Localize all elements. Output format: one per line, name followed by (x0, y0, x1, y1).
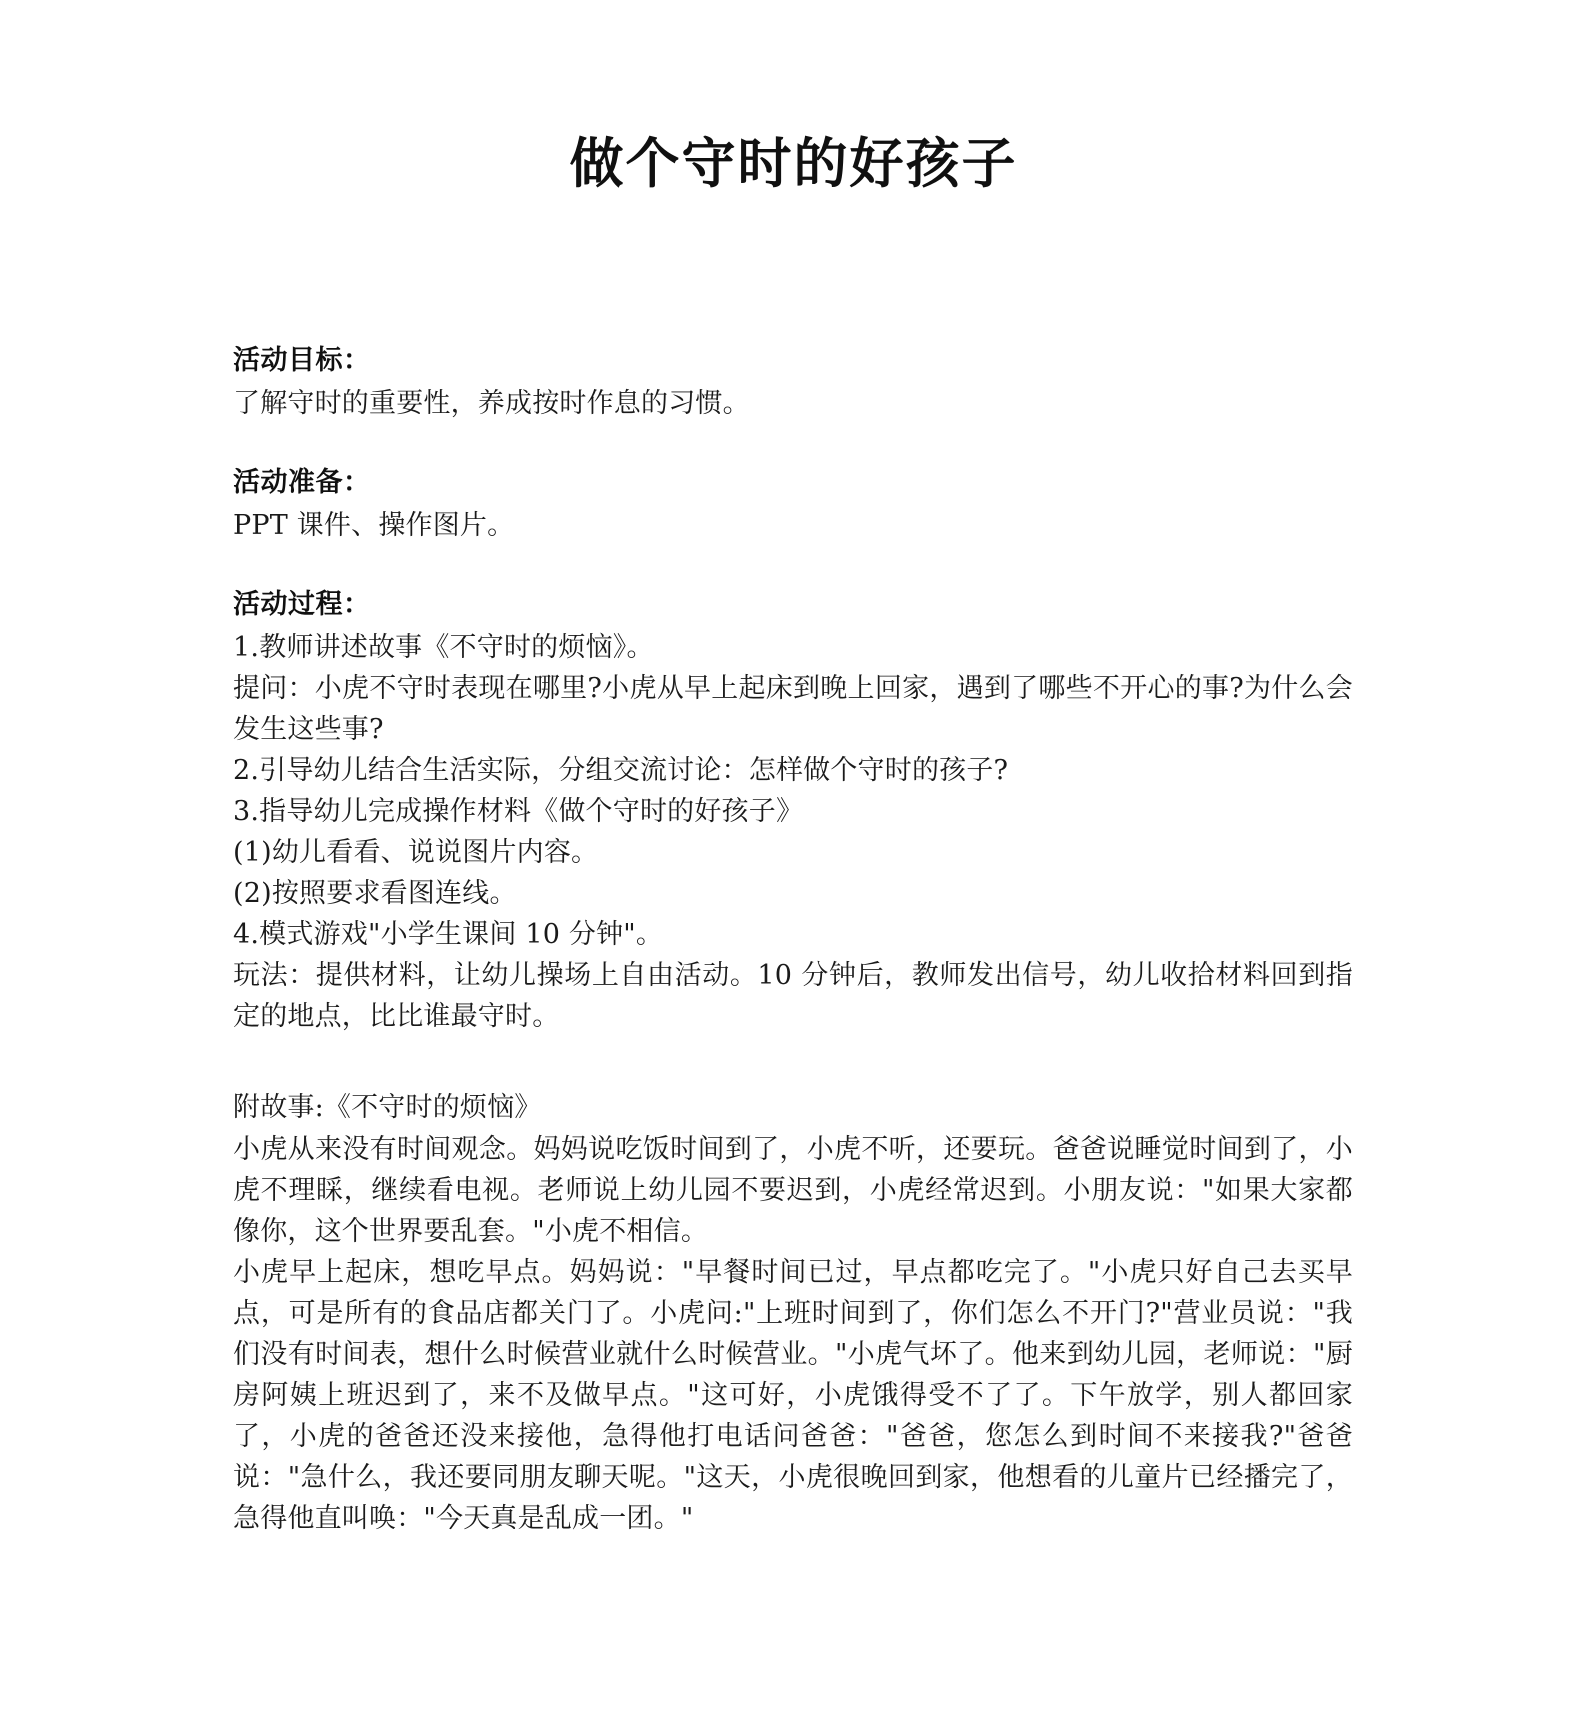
procedure-step-2: 2.引导幼儿结合生活实际，分组交流讨论：怎样做个守时的孩子? (233, 755, 1009, 787)
procedure-gameplay: 玩法：提供材料，让幼儿操场上自由活动。10 分钟后，教师发出信号，幼儿收拾材料回到指定的地点，比比谁最守时。 (233, 960, 1353, 1033)
story-paragraph-2: 小虎早上起床，想吃早点。妈妈说："早餐时间已过，早点都吃完了。"小虎只好自己去买早点，可是所有的食品店都关门了。小虎问:"上班时间到了，你们怎么不开门?"营业员说："我们没有时间表，想什么时候营业就什么时候营业。"小虎气坏了。他来到幼儿园，老师说："厨房阿姨上班迟到了，来不及做早点。"这可好，小虎饿得受不了了。下午放学，别人都回家了，小虎的爸爸还没来接他，急得他打电话问爸爸："爸爸，您怎么到时间不来接我?"爸爸说："急什么，我还要同朋友聊天呢。"这天，小虎很晚回到家，他想看的儿童片已经播完了，急得他直叫唤："今天真是乱成一团。" (233, 1256, 1353, 1534)
section-procedure (233, 584, 1353, 1037)
story-paragraph-1: 小虎从来没有时间观念。妈妈说吃饭时间到了，小虎不听，还要玩。爸爸说睡觉时间到了，小虎不理睬，继续看电视。老师说上幼儿园不要迟到，小虎经常迟到。小朋友说："如果大家都像你，这个世界要乱套。"小虎不相信。 (233, 1133, 1353, 1247)
objectives-text: 了解守时的重要性，养成按时作息的习惯。 (233, 388, 750, 420)
appendix-heading: 附故事:《不守时的烦恼》 (233, 1092, 542, 1124)
procedure-step-1: 1.教师讲述故事《不守时的烦恼》。 (233, 632, 654, 664)
procedure-step-3: 3.指导幼儿完成操作材料《做个守时的好孩子》 (233, 796, 804, 828)
section-heading-preparation: 活动准备： (233, 467, 371, 499)
page-title: 做个守时的好孩子 (569, 131, 1018, 195)
procedure-question: 提问：小虎不守时表现在哪里?小虎从早上起床到晚上回家，遇到了哪些不开心的事?为什么会发生这些事? (233, 673, 1353, 746)
section-heading-procedure: 活动过程： (233, 589, 371, 621)
section-heading-objectives: 活动目标： (233, 345, 371, 376)
appendix-spacer (233, 1037, 1353, 1087)
procedure-step-3-1: (1)幼儿看看、说说图片内容。 (233, 837, 599, 869)
section-appendix-story (233, 1087, 1353, 1538)
section-preparation (233, 462, 1353, 546)
procedure-step-4: 4.模式游戏"小学生课间 10 分钟"。 (233, 919, 664, 951)
procedure-step-3-2: (2)按照要求看图连线。 (233, 878, 517, 910)
section-spacer (233, 424, 1353, 462)
section-objectives (233, 340, 1353, 424)
document-body (233, 340, 1353, 1539)
preparation-text: PPT 课件、操作图片。 (233, 510, 515, 542)
section-spacer (233, 546, 1353, 584)
